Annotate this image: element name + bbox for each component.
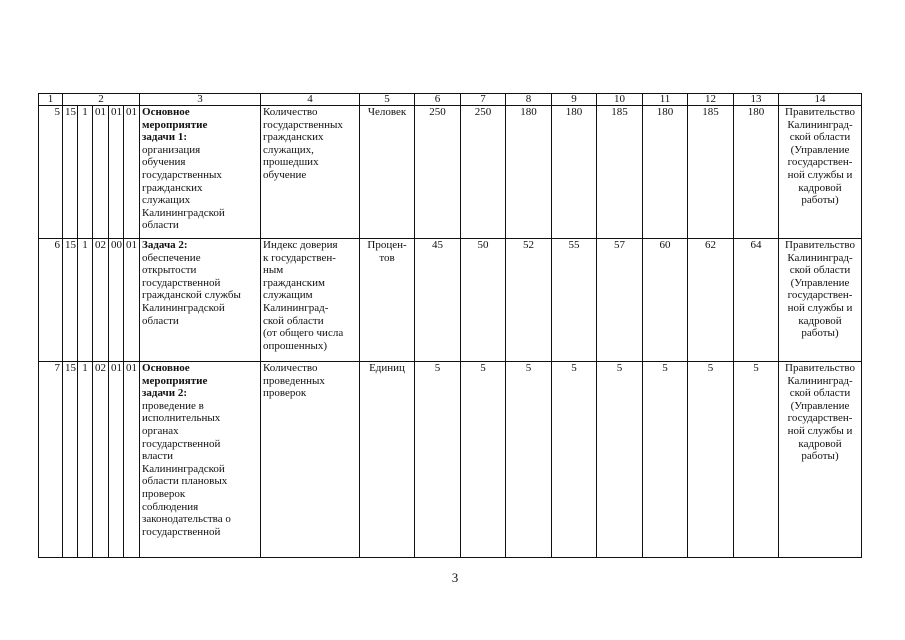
code-cell: 01 [109, 106, 124, 239]
value-cell: 5 [552, 362, 597, 558]
activity-name-line: гражданских [142, 181, 203, 194]
header-cell: 8 [506, 94, 552, 106]
indicator-line: Калининград- [263, 301, 329, 314]
value-cell: 45 [415, 239, 461, 362]
row-number: 7 [39, 362, 63, 558]
table-row [39, 106, 862, 239]
header-cell: 14 [779, 94, 862, 106]
page-number: 3 [451, 570, 459, 585]
org-line: (Управление [790, 276, 850, 289]
header-cell: 3 [140, 94, 261, 106]
unit-line: Процен- [367, 239, 407, 251]
activity-name-line: Основное [142, 362, 190, 374]
activity-name-line: государственной [142, 437, 221, 450]
activity-name-line: Калининградской [142, 206, 225, 219]
code-cell: 1 [78, 239, 93, 362]
value-cell: 180 [734, 106, 779, 239]
value-cell: 185 [597, 106, 643, 239]
value-cell: 57 [597, 239, 643, 362]
header-cell: 6 [415, 94, 461, 106]
code-cell: 02 [93, 239, 109, 362]
activity-name-line: власти [142, 450, 174, 463]
org-line: ной службы и [787, 168, 853, 181]
indicator-line: к государствен- [263, 251, 336, 264]
column-number-row [39, 94, 862, 106]
code-cell: 15 [63, 106, 78, 239]
org-line: ной службы и [787, 301, 853, 314]
value-cell: 64 [734, 239, 779, 362]
header-cell: 12 [688, 94, 734, 106]
indicator-line: опрошенных) [263, 339, 328, 352]
value-cell: 5 [461, 362, 506, 558]
indicator-line: служащих, [263, 143, 314, 156]
org-line: Правительство [785, 106, 855, 118]
activity-name-line: задачи 2: [142, 387, 188, 400]
activity-name-line: обучения [142, 156, 186, 169]
activity-name-line: соблюдения [142, 500, 199, 513]
org-line: Калининград- [787, 251, 853, 264]
activity-name-line: государственной [142, 525, 221, 538]
value-cell: 60 [643, 239, 688, 362]
org-line: кадровой [798, 437, 842, 450]
activity-name-line: области [142, 314, 179, 327]
header-cell: 7 [461, 94, 506, 106]
code-cell: 01 [124, 362, 140, 558]
value-cell: 5 [415, 362, 461, 558]
activity-name-line: обеспечение [142, 251, 201, 264]
indicator-line: проверок [263, 387, 307, 400]
org-line: государствен- [787, 412, 853, 425]
unit-cell [360, 239, 415, 362]
header-cell: 1 [39, 94, 63, 106]
value-cell: 52 [506, 239, 552, 362]
value-cell: 250 [461, 106, 506, 239]
activity-name-cell [140, 362, 261, 558]
activity-name-line: Калининградской [142, 301, 225, 314]
header-cell: 11 [643, 94, 688, 106]
activity-name-line: Задача 2: [142, 239, 188, 251]
activity-name-cell [140, 106, 261, 239]
activity-name-line: служащих [142, 194, 191, 207]
indicator-line: ской области [263, 314, 324, 327]
org-line: ской области [789, 387, 851, 400]
activity-name-line: области [142, 219, 179, 232]
header-cell: 9 [552, 94, 597, 106]
header-cell: 10 [597, 94, 643, 106]
code-cell: 1 [78, 362, 93, 558]
unit-line: Единиц [369, 362, 405, 374]
header-cell: 5 [360, 94, 415, 106]
activity-name-line: мероприятие [142, 118, 208, 131]
org-line: работы) [801, 450, 839, 463]
code-cell: 02 [93, 362, 109, 558]
responsible-org-cell [779, 239, 862, 362]
activity-name-line: мероприятие [142, 374, 208, 387]
value-cell: 5 [688, 362, 734, 558]
org-line: (Управление [790, 399, 850, 412]
indicator-line: Количество [263, 106, 318, 118]
value-cell: 62 [688, 239, 734, 362]
activity-name-line: задачи 1: [142, 131, 188, 144]
indicator-cell [261, 106, 360, 239]
org-line: Калининград- [787, 118, 853, 131]
unit-cell [360, 106, 415, 239]
activity-name-line: законодательства о [142, 513, 231, 526]
activity-name-line: проверок [142, 487, 186, 500]
org-line: ской области [789, 131, 851, 144]
indicator-line: прошедших [263, 156, 319, 169]
row-number: 5 [39, 106, 63, 239]
indicator-line: гражданским [263, 276, 325, 289]
table-row [39, 239, 862, 362]
code-cell: 1 [78, 106, 93, 239]
indicator-line: государственных [263, 118, 343, 131]
value-cell: 5 [597, 362, 643, 558]
activity-name-line: Основное [142, 106, 190, 118]
value-cell: 250 [415, 106, 461, 239]
indicator-line: Количество [263, 362, 318, 374]
unit-line: тов [379, 251, 395, 264]
activity-name-line: открытости [142, 264, 197, 277]
value-cell: 50 [461, 239, 506, 362]
value-cell: 5 [506, 362, 552, 558]
header-cell: 2 [63, 94, 140, 106]
org-line: Правительство [785, 362, 855, 374]
org-line: государствен- [787, 289, 853, 302]
indicator-line: ным [263, 264, 284, 277]
org-line: ной службы и [787, 424, 853, 437]
indicator-line: гражданских [263, 131, 324, 144]
value-cell: 5 [643, 362, 688, 558]
activity-name-line: организация [142, 143, 201, 156]
activity-name-cell [140, 239, 261, 362]
program-table [38, 93, 862, 558]
header-cell: 4 [261, 94, 360, 106]
org-line: Правительство [785, 239, 855, 251]
indicator-line: служащим [263, 289, 313, 302]
value-cell: 55 [552, 239, 597, 362]
responsible-org-cell [779, 106, 862, 239]
value-cell: 180 [552, 106, 597, 239]
code-cell: 01 [109, 362, 124, 558]
indicator-cell [261, 362, 360, 558]
indicator-line: (от общего числа [263, 327, 344, 340]
header-cell: 13 [734, 94, 779, 106]
activity-name-line: гражданской службы [142, 289, 241, 302]
row-number: 6 [39, 239, 63, 362]
activity-name-line: области плановых [142, 475, 228, 488]
org-line: кадровой [798, 181, 842, 194]
code-cell: 15 [63, 239, 78, 362]
activity-name-line: государственных [142, 168, 222, 181]
org-line: работы) [801, 327, 839, 340]
activity-name-line: исполнительных [142, 412, 221, 425]
org-line: государствен- [787, 156, 853, 169]
value-cell: 180 [643, 106, 688, 239]
indicator-line: Индекс доверия [263, 239, 338, 251]
code-cell: 01 [124, 239, 140, 362]
org-line: ской области [789, 264, 851, 277]
value-cell: 5 [734, 362, 779, 558]
org-line: (Управление [790, 143, 850, 156]
responsible-org-cell [779, 362, 862, 558]
value-cell: 180 [506, 106, 552, 239]
code-cell: 01 [124, 106, 140, 239]
table-row [39, 362, 862, 558]
code-cell: 15 [63, 362, 78, 558]
indicator-cell [261, 239, 360, 362]
org-line: кадровой [798, 314, 842, 327]
code-cell: 00 [109, 239, 124, 362]
activity-name-line: органах [142, 424, 179, 437]
activity-name-line: Калининградской [142, 462, 225, 475]
unit-cell [360, 362, 415, 558]
unit-line: Человек [367, 106, 407, 118]
indicator-line: обучение [263, 168, 307, 181]
indicator-line: проведенных [263, 374, 325, 387]
org-line: Калининград- [787, 374, 853, 387]
activity-name-line: проведение в [142, 399, 204, 412]
org-line: работы) [801, 194, 839, 207]
activity-name-line: государственной [142, 276, 221, 289]
value-cell: 185 [688, 106, 734, 239]
code-cell: 01 [93, 106, 109, 239]
